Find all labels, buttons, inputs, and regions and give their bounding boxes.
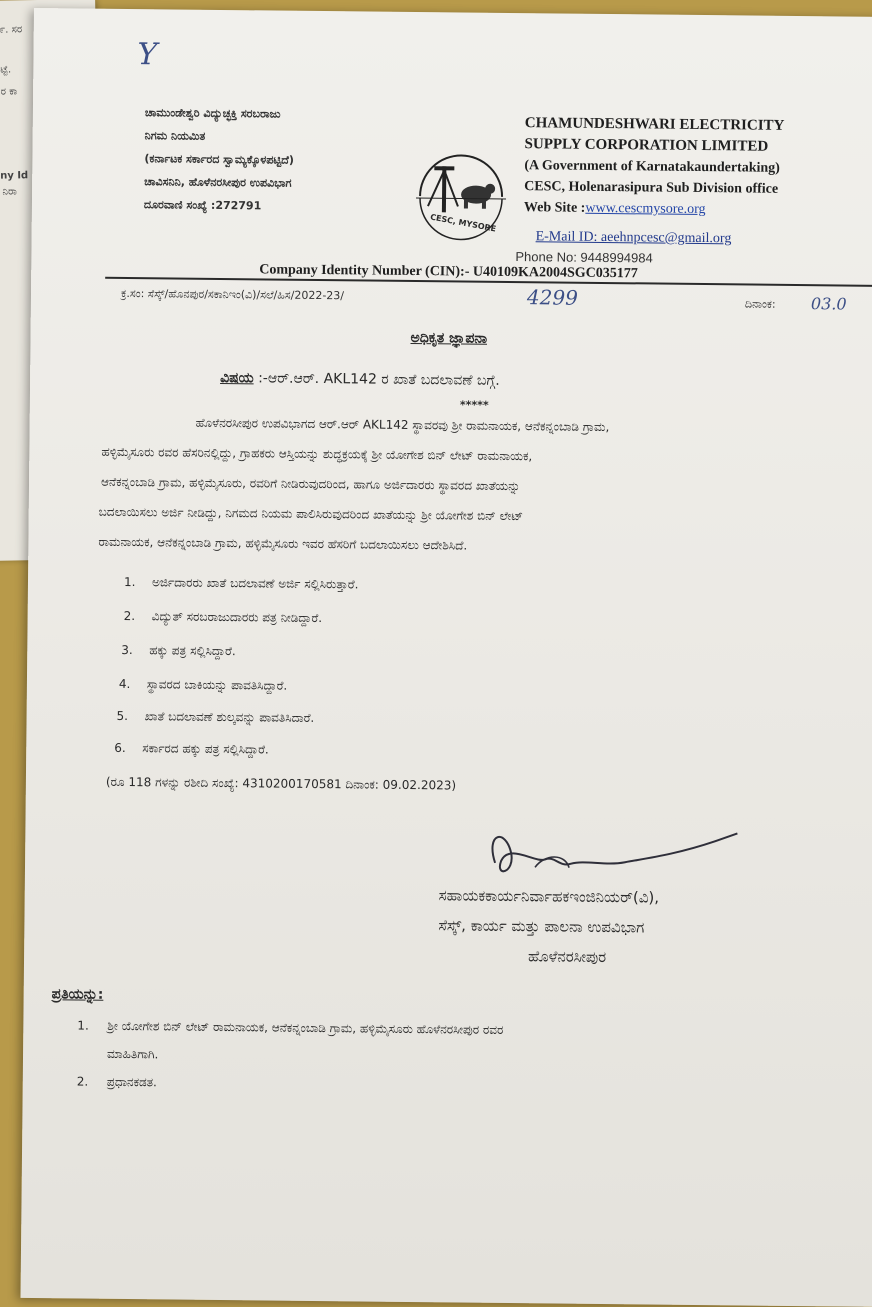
copy-text: ಪ್ರಧಾನಕಡತ.: [106, 1074, 157, 1090]
letter-sheet: [20, 8, 872, 1307]
signatory-designation: ಸಹಾಯಕಕಾರ್ಯನಿರ್ವಾಹಕಇಂಜಿನಿಯರ್(ವಿ),: [438, 886, 660, 907]
date-label: ದಿನಾಂಕ:: [744, 297, 776, 311]
memo-title: ಅಧಿಕೃತ ಜ್ಞಾಪನಾ: [410, 329, 488, 347]
letterhead-english: [524, 113, 785, 221]
paper-fragment: ny Id: [0, 170, 29, 182]
list-item: [124, 609, 323, 626]
list-text: ಅರ್ಜಿದಾರರು ಖಾತೆ ಬದಲಾವಣೆ ಅರ್ಜಿ ಸಲ್ಲಿಸಿರುತ್ತಾರೆ.: [151, 575, 359, 592]
body-line: ಬದಲಾಯಿಸಲು ಅರ್ಜಿ ನೀಡಿದ್ದು, ನಿಗಮದ ನಿಯಮ ಪಾಲಿಸಿರುವುದರಿಂದ ಖಾತೆಯನ್ನು ಶ್ರೀ ಯೋಗೇಶ ಬಿನ್ ಲೇಟ್: [98, 504, 524, 524]
copy-item: [77, 1019, 503, 1038]
subject-label: ವಿಷಯ: [220, 369, 254, 387]
body-line: ಹೊಳೆನರಸೀಪುರ ಉಪವಿಭಾಗದ ಆರ್.ಆರ್ AKL142 ಸ್ಥಾವರವು ಶ್ರೀ ರಾಮನಾಯಕ, ಆನೆಕನ್ನಂಬಾಡಿ ಗ್ರಾಮ,: [195, 415, 610, 435]
signatory-block: [438, 880, 659, 972]
copy-text-continued: ಮಾಹಿತಿಗಾಗಿ.: [106, 1046, 159, 1062]
list-text: ಸರ್ಕಾರದ ಹಕ್ಕು ಪತ್ರ ಸಲ್ಲಿಸಿದ್ದಾರೆ.: [142, 741, 269, 757]
handwritten-reference-no: 4299: [526, 285, 579, 310]
signatory-place: ಹೊಳೆನರಸೀಪುರ: [528, 947, 607, 967]
paper-fragment: ೯. ಸರ: [0, 24, 23, 36]
letterhead-kannada-line: ನಿಗಮ ನಿಯಮಿತ: [144, 129, 206, 143]
body-line: ರಾಮನಾಯಕ, ಆನೆಕನ್ನಂಬಾಡಿ ಗ್ರಾಮ, ಹಳ್ಳಿಮೈಸೂರು ಇವರ ಹೆಸರಿಗೆ ಬದಲಾಯಿಸಲು ಆದೇಶಿಸಿದೆ.: [98, 534, 468, 553]
list-item: [114, 741, 269, 758]
list-number: 5.: [116, 708, 129, 724]
company-name-line: CHAMUNDESHWARI ELECTRICITY: [524, 115, 785, 134]
signatory-office: ಸೆಸ್ಕ್, ಕಾರ್ಯ ಮತ್ತು ಪಾಲನಾ ಉಪವಿಭಾಗ: [438, 916, 645, 937]
list-text: ಹಕ್ಕು ಪತ್ರ ಸಲ್ಲಿಸಿದ್ದಾರೆ.: [149, 643, 236, 659]
handwritten-date: 03.0: [810, 294, 847, 314]
letterhead-kannada-line: ಚಾಮುಂಡೇಶ್ವರಿ ವಿದ್ಯುಚ್ಛಕ್ತಿ ಸರಬರಾಜು: [144, 106, 281, 121]
letterhead-kannada-line: ದೂರವಾಣಿ ಸಂಖ್ಯೆ :272791: [143, 198, 262, 213]
body-line: ಆನೆಕನ್ನಂಬಾಡಿ ಗ್ರಾಮ, ಹಳ್ಳಿಮೈಸೂರು, ರವರಿಗೆ ನೀಡಿರುವುದರಿಂದ, ಹಾಗೂ ಅರ್ಜಿದಾರರು ಸ್ಥಾವರದ ಖಾತೆಯನ್ನು: [100, 474, 521, 494]
list-number: 4.: [118, 676, 131, 692]
subject-text: :-ಆರ್.ಆರ್. AKL142 ರ ಖಾತೆ ಬದಲಾವಣೆ ಬಗ್ಗೆ.: [258, 370, 500, 389]
copy-item: [77, 1075, 157, 1091]
list-text: ವಿದ್ಯುತ್ ಸರಬರಾಜುದಾರರು ಪತ್ರ ನೀಡಿದ್ದಾರೆ.: [151, 609, 323, 626]
paper-fragment: ಟ್ಟೆ.: [0, 64, 12, 76]
list-text: ಸ್ಥಾವರದ ಬಾಕಿಯನ್ನು ಪಾವತಿಸಿದ್ದಾರೆ.: [146, 677, 288, 693]
copy-heading: ಪ್ರತಿಯನ್ನು:: [51, 986, 104, 1003]
list-item: [119, 677, 288, 694]
letterhead-kannada-line: (ಕರ್ನಾಟಕ ಸರ್ಕಾರದ ಸ್ವಾಮ್ಯಕ್ಕೊಳಪಟ್ಟಿದೆ): [144, 152, 294, 167]
cin-line: Company Identity Number (CIN):- U40109KA2004SGC035177: [259, 262, 638, 282]
body-line: ಹಳ್ಳಿಮೈಸೂರು ರವರ ಹೆಸರಿನಲ್ಲಿದ್ದು, ಗ್ರಾಹಕರು ಆಸ್ತಿಯನ್ನು ಶುದ್ಧಕ್ರಯಕ್ಕೆ ಶ್ರೀ ಯೋಗೇಶ ಬಿನ್ ಲೇಟ್ ರಾಮನಾಯಕ,: [101, 444, 533, 464]
list-number: 1.: [123, 574, 136, 590]
website-label: Web Site :: [523, 200, 586, 216]
subject-stars: *****: [459, 398, 489, 412]
handwritten-mark: Y: [137, 37, 158, 73]
company-name-line: SUPPLY CORPORATION LIMITED: [524, 136, 769, 155]
phone-line: Phone No: 9448994984: [515, 249, 653, 266]
list-number: 2.: [123, 608, 136, 624]
paper-fragment: ರ ಕಾ: [0, 86, 18, 98]
website-link[interactable]: www.cescmysore.org: [585, 200, 706, 218]
website-line: [524, 197, 784, 221]
paper-fragment: ನಿರಾ: [2, 186, 17, 198]
reference-number: ಕ್ರ.ಸಂ: ಸೆಸ್ಕ್/ಹೊನಪುರ/ಸಕಾನಿಇಂ(ವಿ)/ಸಲೆ/ಹಿಸ/2022-23/: [120, 286, 345, 303]
copy-text: ಶ್ರೀ ಯೋಗೇಶ ಬಿನ್ ಲೇಟ್ ರಾಮನಾಯಕ, ಆನೆಕನ್ನಂಬಾಡಿ ಗ್ರಾಮ, ಹಳ್ಳಿಮೈಸೂರು ಹೊಳೆನರಸೀಪುರ ರವರ: [107, 1018, 504, 1037]
copy-number: 1.: [77, 1018, 89, 1033]
letterhead-kannada-line: ಚಾವಿಸನಿನಿ, ಹೊಳೆನರಸೀಪುರ ಉಪವಿಭಾಗ: [144, 175, 292, 190]
cesc-logo: [406, 136, 517, 241]
letterhead-kannada: [144, 101, 295, 218]
logo-caption: CESC, MYSORE: [429, 212, 497, 234]
subject-line: [220, 370, 500, 389]
list-item: [121, 643, 236, 659]
list-number: 3.: [121, 642, 133, 658]
list-item: [124, 575, 359, 592]
list-item: [117, 709, 315, 726]
list-number: 6.: [114, 740, 126, 756]
email-line[interactable]: E-Mail ID: aeehnpcesc@gmail.org: [535, 229, 732, 247]
copy-number: 2.: [76, 1074, 89, 1089]
company-status-line: (A Government of Karnatakaundertaking): [524, 158, 780, 176]
receipt-note: (ರೂ 118 ಗಳನ್ನು ರಶೀದಿ ಸಂಖ್ಯೆ: 4310200170581 ದಿನಾಂಕ: 09.02.2023): [105, 774, 457, 793]
office-line: CESC, Holenarasipura Sub Division office: [524, 179, 779, 197]
list-text: ಖಾತೆ ಬದಲಾವಣೆ ಶುಲ್ಕವನ್ನು ಪಾವತಿಸಿದಾರೆ.: [144, 709, 315, 725]
